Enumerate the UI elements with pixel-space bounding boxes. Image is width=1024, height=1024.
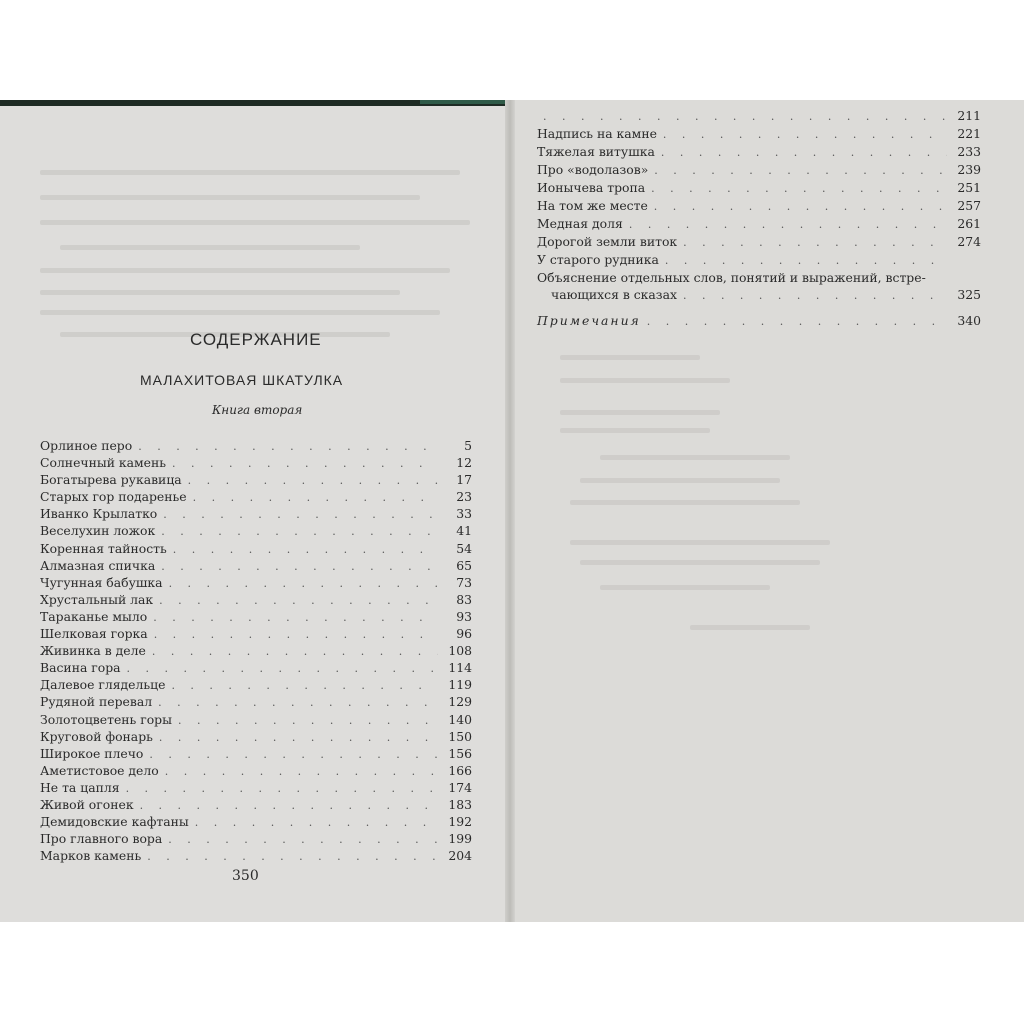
toc-entry-title: Тараканье мыло xyxy=(40,608,148,624)
toc-entry-page: 83 xyxy=(456,591,472,607)
bleed-through-line xyxy=(60,245,360,250)
toc-leader-dots xyxy=(161,560,438,573)
toc-entry xyxy=(40,489,472,506)
toc-entry xyxy=(40,506,472,523)
toc-leader-dots xyxy=(629,218,947,231)
toc-entry xyxy=(40,558,472,575)
toc-entry-glossary xyxy=(537,270,981,287)
toc-entry xyxy=(537,198,981,216)
toc-entry-page: 54 xyxy=(456,540,472,556)
toc-leader-dots xyxy=(178,714,438,727)
toc-entry xyxy=(40,746,472,763)
toc-entry-title: Алмазная спичка xyxy=(40,557,156,573)
book-gutter xyxy=(505,100,515,922)
toc-entry-title: Не та цапля xyxy=(40,779,120,795)
toc-entry-title: Медная доля xyxy=(537,216,623,231)
toc-entry-title: Солнечный камень xyxy=(40,455,167,471)
toc-entry-title: Объяснение отдельных слов, понятий и выражений, встре- xyxy=(537,270,926,285)
toc-entry-page: 140 xyxy=(448,711,472,727)
toc-entry xyxy=(40,780,472,797)
bleed-through-line xyxy=(560,428,710,433)
toc-entry-title: Хрустальный лак xyxy=(40,591,154,607)
toc-entry-title: Богатырева рукавица xyxy=(40,472,182,488)
toc-leader-dots xyxy=(654,164,947,177)
bleed-through-line xyxy=(560,355,700,360)
toc-leader-dots xyxy=(172,457,438,470)
toc-entry-page: 239 xyxy=(957,162,981,177)
toc-entry-title: Дорогой земли виток xyxy=(537,234,678,249)
page-number: 350 xyxy=(232,868,259,884)
toc-leader-dots xyxy=(140,799,438,812)
toc-entry-page: 108 xyxy=(448,643,472,659)
toc-entry-title: Чугунная бабушка xyxy=(40,574,163,590)
toc-leader-dots xyxy=(159,731,438,744)
toc-entry xyxy=(40,472,472,489)
bleed-through-line xyxy=(600,455,790,460)
toc-entry-title: Надпись на камне xyxy=(537,126,657,141)
toc-entry-page: 183 xyxy=(448,796,472,812)
bleed-through-line xyxy=(690,625,810,630)
toc-entry-page: 33 xyxy=(456,506,472,522)
toc-entry xyxy=(537,252,981,270)
toc-entry xyxy=(537,162,981,180)
toc-leader-dots xyxy=(665,254,947,267)
toc-entry xyxy=(537,126,981,144)
toc-entry xyxy=(40,643,472,660)
toc-entry-title: Васина гора xyxy=(40,660,121,676)
toc-entry xyxy=(40,575,472,592)
toc-entry-page: 12 xyxy=(456,455,472,471)
toc-leader-dots xyxy=(195,816,438,829)
toc-entry xyxy=(40,797,472,814)
right-toc-list xyxy=(537,108,981,333)
toc-entry xyxy=(40,831,472,848)
toc-entry-page: 192 xyxy=(448,814,472,830)
toc-leader-dots xyxy=(683,236,947,249)
collection-title: МАЛАХИТОВАЯ ШКАТУЛКА xyxy=(140,372,344,388)
toc-leader-dots xyxy=(138,440,438,453)
toc-entry-title: Тяжелая витушка xyxy=(537,144,655,159)
toc-leader-dots xyxy=(147,850,438,863)
toc-entry xyxy=(40,592,472,609)
toc-entry xyxy=(537,144,981,162)
toc-entry-title: Примечания xyxy=(537,313,641,328)
bleed-through-line xyxy=(600,585,770,590)
toc-entry-page: 325 xyxy=(957,287,981,302)
toc-leader-dots xyxy=(165,765,438,778)
toc-entry xyxy=(40,848,472,865)
toc-entry xyxy=(40,694,472,711)
toc-entry-page: 174 xyxy=(448,779,472,795)
toc-entry xyxy=(40,438,472,455)
toc-entry-page: 251 xyxy=(957,180,981,195)
toc-entry-page: 119 xyxy=(448,677,472,693)
toc-entry xyxy=(40,541,472,558)
toc-entry-page: 96 xyxy=(456,626,472,642)
toc-entry-title: Старых гор подаренье xyxy=(40,489,187,505)
bleed-through-line xyxy=(570,500,800,505)
toc-entry-page: 73 xyxy=(456,574,472,590)
toc-entry-page: 5 xyxy=(464,438,472,453)
toc-entry-title: Золотоцветень горы xyxy=(40,711,172,727)
toc-entry-page: 23 xyxy=(456,489,472,505)
toc-leader-dots xyxy=(171,679,438,692)
toc-entry xyxy=(537,234,981,252)
toc-entry xyxy=(40,814,472,831)
toc-leader-dots xyxy=(169,577,438,590)
toc-entry-title: Про «водолазов» xyxy=(537,162,649,177)
toc-leader-dots xyxy=(149,748,438,761)
toc-entry-title: Веселухин ложок xyxy=(40,523,156,539)
bleed-through-line xyxy=(580,478,780,483)
contents-heading: СОДЕРЖАНИЕ xyxy=(190,330,322,349)
toc-entry xyxy=(40,677,472,694)
toc-entry-title: Ионычева тропа xyxy=(537,180,646,195)
toc-leader-dots xyxy=(543,110,947,123)
toc-entry xyxy=(40,523,472,540)
toc-entry-title: Рудяной перевал xyxy=(40,694,153,710)
toc-leader-dots xyxy=(663,128,947,141)
toc-leader-dots xyxy=(647,315,947,328)
toc-leader-dots xyxy=(127,662,438,675)
bleed-through-line xyxy=(40,290,400,295)
bleed-through-line xyxy=(570,540,830,545)
toc-leader-dots xyxy=(126,782,438,795)
toc-entry-page: 199 xyxy=(448,831,472,847)
toc-entry xyxy=(40,712,472,729)
bleed-through-line xyxy=(40,310,440,315)
toc-entry-page: 93 xyxy=(456,608,472,624)
left-toc-list xyxy=(40,438,472,865)
bleed-through-line xyxy=(40,220,470,225)
bleed-through-line xyxy=(580,560,820,565)
toc-entry-page: 166 xyxy=(448,762,472,778)
toc-entry-notes xyxy=(537,313,981,333)
toc-leader-dots xyxy=(651,182,947,195)
toc-leader-dots xyxy=(159,594,438,607)
toc-leader-dots xyxy=(158,696,438,709)
toc-entry xyxy=(40,660,472,677)
bleed-through-line xyxy=(560,378,730,383)
toc-leader-dots xyxy=(188,474,438,487)
toc-entry-title: Далевое глядельце xyxy=(40,677,166,693)
toc-entry-page: 257 xyxy=(957,198,981,213)
toc-entry-title: На том же месте xyxy=(537,198,648,213)
book-subtitle: Книга вторая xyxy=(212,403,303,417)
toc-entry-glossary-cont xyxy=(537,287,981,305)
toc-entry-page: 274 xyxy=(957,234,981,249)
toc-entry-page: 114 xyxy=(448,660,472,676)
toc-leader-dots xyxy=(654,200,947,213)
toc-entry-page: 233 xyxy=(957,144,981,159)
toc-entry-title: Орлиное перо xyxy=(40,438,133,453)
toc-entry-page: 65 xyxy=(456,557,472,573)
bleed-through-line xyxy=(40,268,450,273)
toc-entry-page: 340 xyxy=(957,313,981,328)
toc-leader-dots xyxy=(161,525,438,538)
toc-leader-dots xyxy=(193,491,438,504)
toc-leader-dots xyxy=(154,628,438,641)
toc-entry xyxy=(40,763,472,780)
toc-entry-page: 150 xyxy=(448,728,472,744)
toc-entry xyxy=(40,729,472,746)
toc-entry-title: Иванко Крылатко xyxy=(40,506,158,522)
bleed-through-line xyxy=(560,410,720,415)
toc-entry xyxy=(537,180,981,198)
toc-entry-title: Демидовские кафтаны xyxy=(40,814,189,830)
toc-entry-title: чающихся в сказах xyxy=(551,287,677,302)
toc-entry xyxy=(537,216,981,234)
toc-entry-title: Круговой фонарь xyxy=(40,728,153,744)
toc-entry-title: Живой огонек xyxy=(40,796,134,812)
toc-entry-title: Аметистовое дело xyxy=(40,762,159,778)
toc-entry-title: Шелковая горка xyxy=(40,626,148,642)
toc-entry-page: 204 xyxy=(448,848,472,864)
toc-leader-dots xyxy=(168,833,438,846)
toc-entry-title: Коренная тайность xyxy=(40,540,167,556)
toc-entry-page: 261 xyxy=(957,216,981,231)
toc-entry-page: 41 xyxy=(456,523,472,539)
toc-entry-title: У старого рудника xyxy=(537,252,659,267)
toc-entry xyxy=(40,455,472,472)
toc-entry xyxy=(40,626,472,643)
toc-leader-dots xyxy=(152,645,438,658)
toc-leader-dots xyxy=(683,289,947,302)
toc-entry-page: 211 xyxy=(957,108,981,123)
spine-edge-green xyxy=(420,100,512,104)
toc-entry-page: 129 xyxy=(448,694,472,710)
toc-leader-dots xyxy=(153,611,438,624)
toc-entry xyxy=(537,108,981,126)
toc-entry-page: 17 xyxy=(456,472,472,488)
toc-leader-dots xyxy=(163,508,438,521)
toc-entry-title: Широкое плечо xyxy=(40,745,144,761)
toc-leader-dots xyxy=(661,146,947,159)
toc-entry-title: Про главного вора xyxy=(40,831,163,847)
toc-leader-dots xyxy=(173,543,438,556)
toc-entry xyxy=(40,609,472,626)
bleed-through-line xyxy=(40,195,420,200)
toc-entry-page: 156 xyxy=(448,745,472,761)
toc-entry-title: Живинка в деле xyxy=(40,643,146,659)
toc-entry-page: 221 xyxy=(957,126,981,141)
bleed-through-line xyxy=(40,170,460,175)
toc-entry-title: Марков камень xyxy=(40,848,142,864)
